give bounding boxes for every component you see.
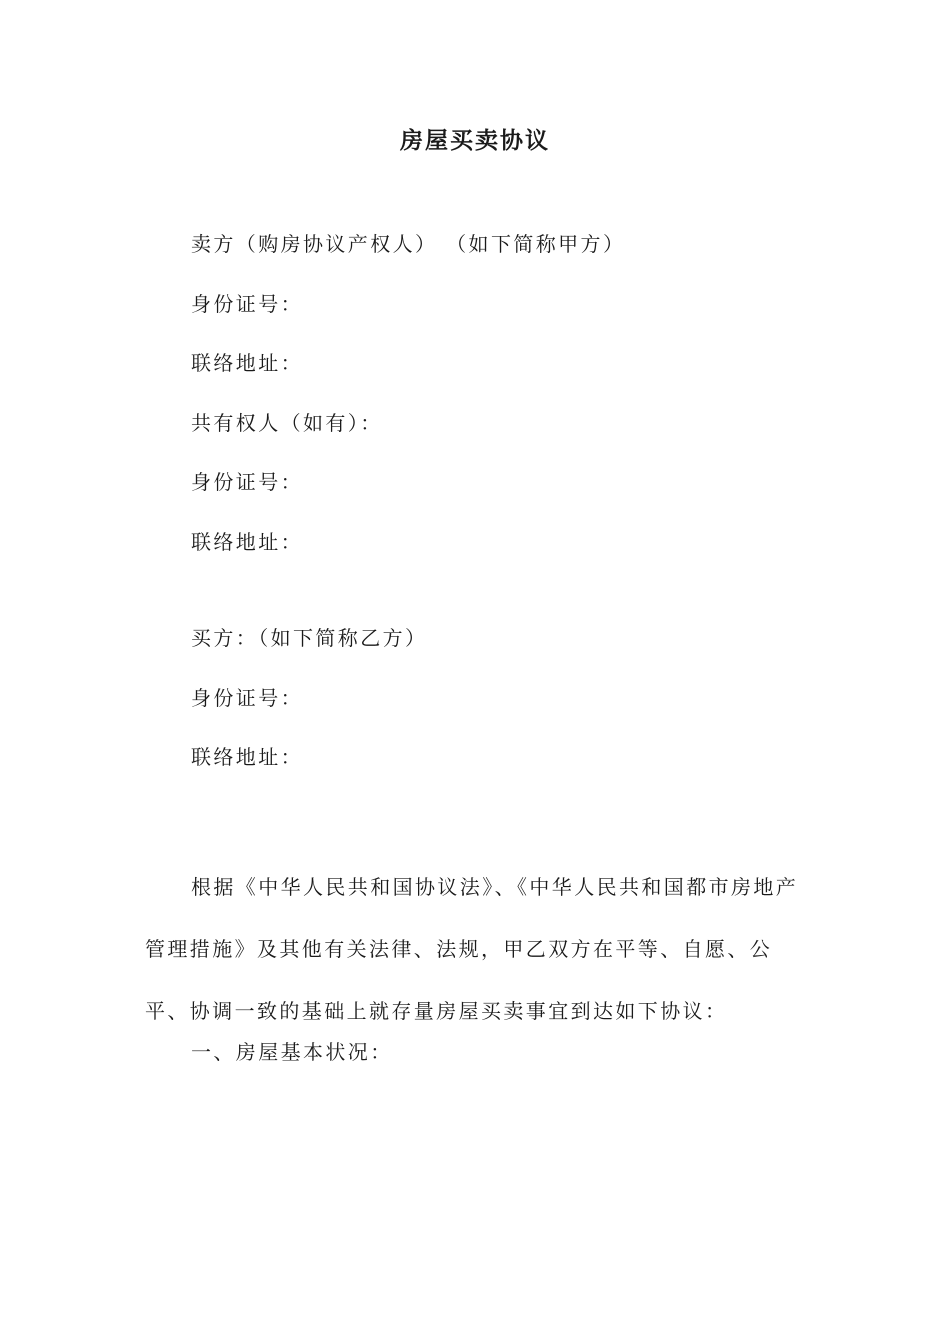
co-owner-address-label: 联络地址： bbox=[191, 530, 303, 554]
buyer-heading: 买方：（如下简称乙方） bbox=[191, 626, 428, 650]
section-1-heading: 一、房屋基本状况： bbox=[191, 1040, 393, 1064]
seller-address-label: 联络地址： bbox=[191, 351, 303, 375]
buyer-id-label: 身份证号： bbox=[191, 686, 303, 710]
preamble-paragraph: 根据《中华人民共和国协议法》、《中华人民共和国都市房地产管理措施》及其他有关法律、法规，甲乙双方在平等、自愿、公平、协调一致的基础上就存量房屋买卖事宜到达如下协议： bbox=[145, 875, 799, 1023]
buyer-address-label: 联络地址： bbox=[191, 745, 303, 769]
seller-id-label: 身份证号： bbox=[191, 292, 303, 316]
co-owner-heading: 共有权人（如有）： bbox=[191, 411, 383, 435]
document-title: 房屋买卖协议 bbox=[400, 127, 550, 154]
co-owner-id-label: 身份证号： bbox=[191, 470, 303, 494]
seller-heading: 卖方（购房协议产权人） （如下简称甲方） bbox=[191, 232, 626, 256]
